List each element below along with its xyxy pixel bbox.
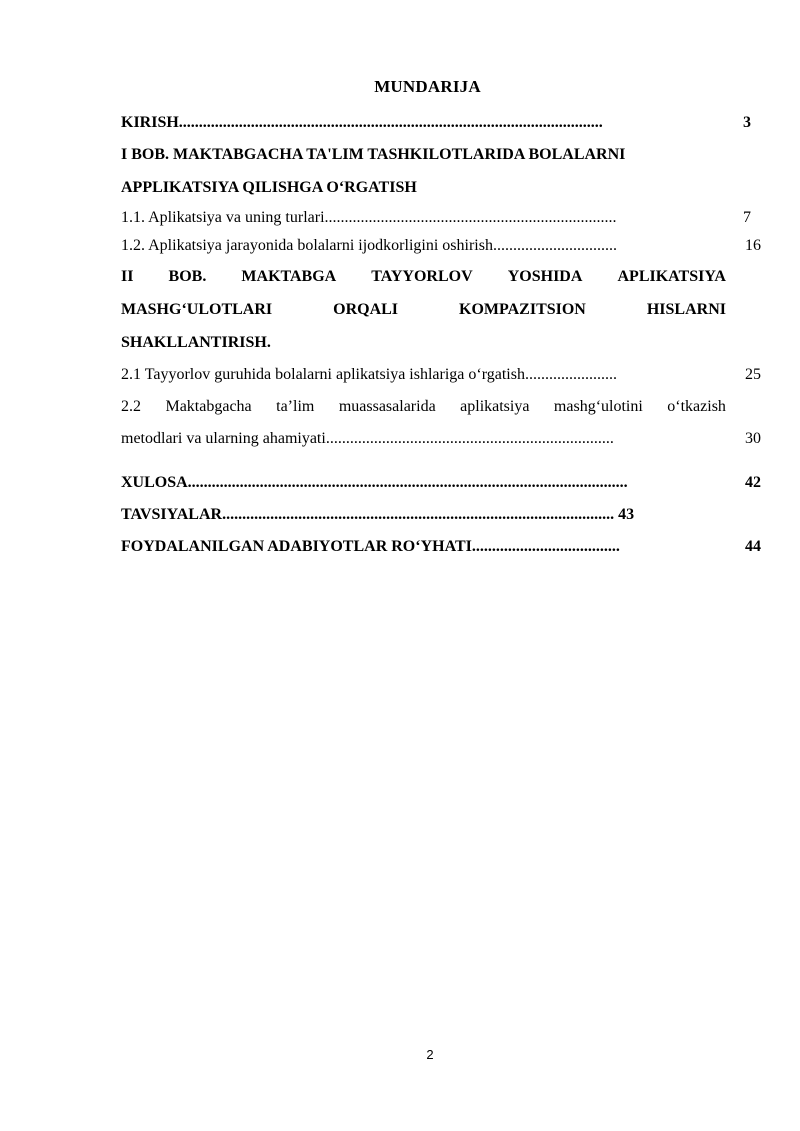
page-title: MUNDARIJA: [374, 77, 481, 96]
toc-entry-text: 2.1 Tayyorlov guruhida bolalarni aplikatsiya ishlariga o‘rgatish.......................: [121, 366, 617, 383]
toc-entry-2-2-line1[interactable]: [121, 391, 726, 423]
toc-entry-1-1[interactable]: [121, 204, 761, 232]
toc-entry-foydalanilgan[interactable]: [121, 531, 761, 563]
toc-entry-page: 44: [745, 538, 761, 555]
word: II: [121, 268, 134, 285]
toc-entry-text: KIRISH..........................................................................................................: [121, 114, 603, 131]
word: aplikatsiya: [460, 398, 530, 415]
toc-chapter-2-title-line3[interactable]: SHAKLLANTIRISH.: [121, 334, 271, 351]
toc-entry-page: 30: [745, 430, 761, 447]
page-number: 2: [426, 1047, 434, 1062]
word: ta’lim: [276, 398, 315, 415]
toc-entry-2-2-line2[interactable]: [121, 423, 761, 455]
toc-chapter-2-title-line1[interactable]: [121, 260, 726, 293]
toc-chapter-1-title-line1[interactable]: I BOB. MAKTABGACHA TA'LIM TASHKILOTLARIDA BOLALARNI: [121, 146, 626, 163]
toc-entry-2-1[interactable]: [121, 359, 761, 391]
word: BOB.: [168, 268, 207, 285]
table-of-contents: [121, 108, 761, 563]
toc-entry-xulosa[interactable]: [121, 467, 761, 499]
toc-entry-text: FOYDALANILGAN ADABIYOTLAR RO‘YHATI.....................................: [121, 538, 620, 555]
word: KOMPAZITSION: [459, 301, 586, 318]
word: Maktabgacha: [165, 398, 252, 415]
toc-entry-tavsiyalar[interactable]: [121, 499, 761, 531]
word: mashg‘ulotini: [553, 398, 643, 415]
toc-entry-text: XULOSA..............................................................................................................: [121, 474, 628, 491]
word: HISLARNI: [646, 301, 726, 318]
toc-entry-page: 16: [745, 237, 761, 254]
word: 2.2: [121, 398, 141, 415]
word: MAKTABGA: [241, 268, 337, 285]
word: o‘tkazish: [667, 398, 726, 415]
toc-entry-page: 25: [745, 366, 761, 383]
word: APLIKATSIYA: [617, 268, 726, 285]
toc-entry-kirish[interactable]: [121, 108, 761, 138]
spacer: [121, 455, 761, 467]
toc-entry-page: 3: [743, 114, 751, 131]
word: MASHG‘ULOTLARI: [121, 301, 273, 318]
toc-chapter-2-title-line2[interactable]: [121, 293, 726, 326]
toc-entry-text: 1.2. Aplikatsiya jarayonida bolalarni ijodkorligini oshirish...............................: [121, 237, 617, 254]
word: muassasalarida: [338, 398, 436, 415]
toc-entry-text: metodlari va ularning ahamiyati........................................................................: [121, 430, 614, 447]
toc-entry-page: 7: [743, 209, 751, 226]
toc-entry-text: TAVSIYALAR.................................................................................................. 43: [121, 506, 635, 523]
toc-entry-1-2[interactable]: [121, 232, 761, 260]
toc-entry-page: 42: [745, 474, 761, 491]
toc-chapter-1-title-line2[interactable]: APPLIKATSIYA QILISHGA O‘RGATISH: [121, 179, 417, 196]
toc-entry-text: 1.1. Aplikatsiya va uning turlari.........................................................................: [121, 209, 617, 226]
word: YOSHIDA: [507, 268, 583, 285]
word: TAYYORLOV: [371, 268, 473, 285]
word: ORQALI: [333, 301, 399, 318]
